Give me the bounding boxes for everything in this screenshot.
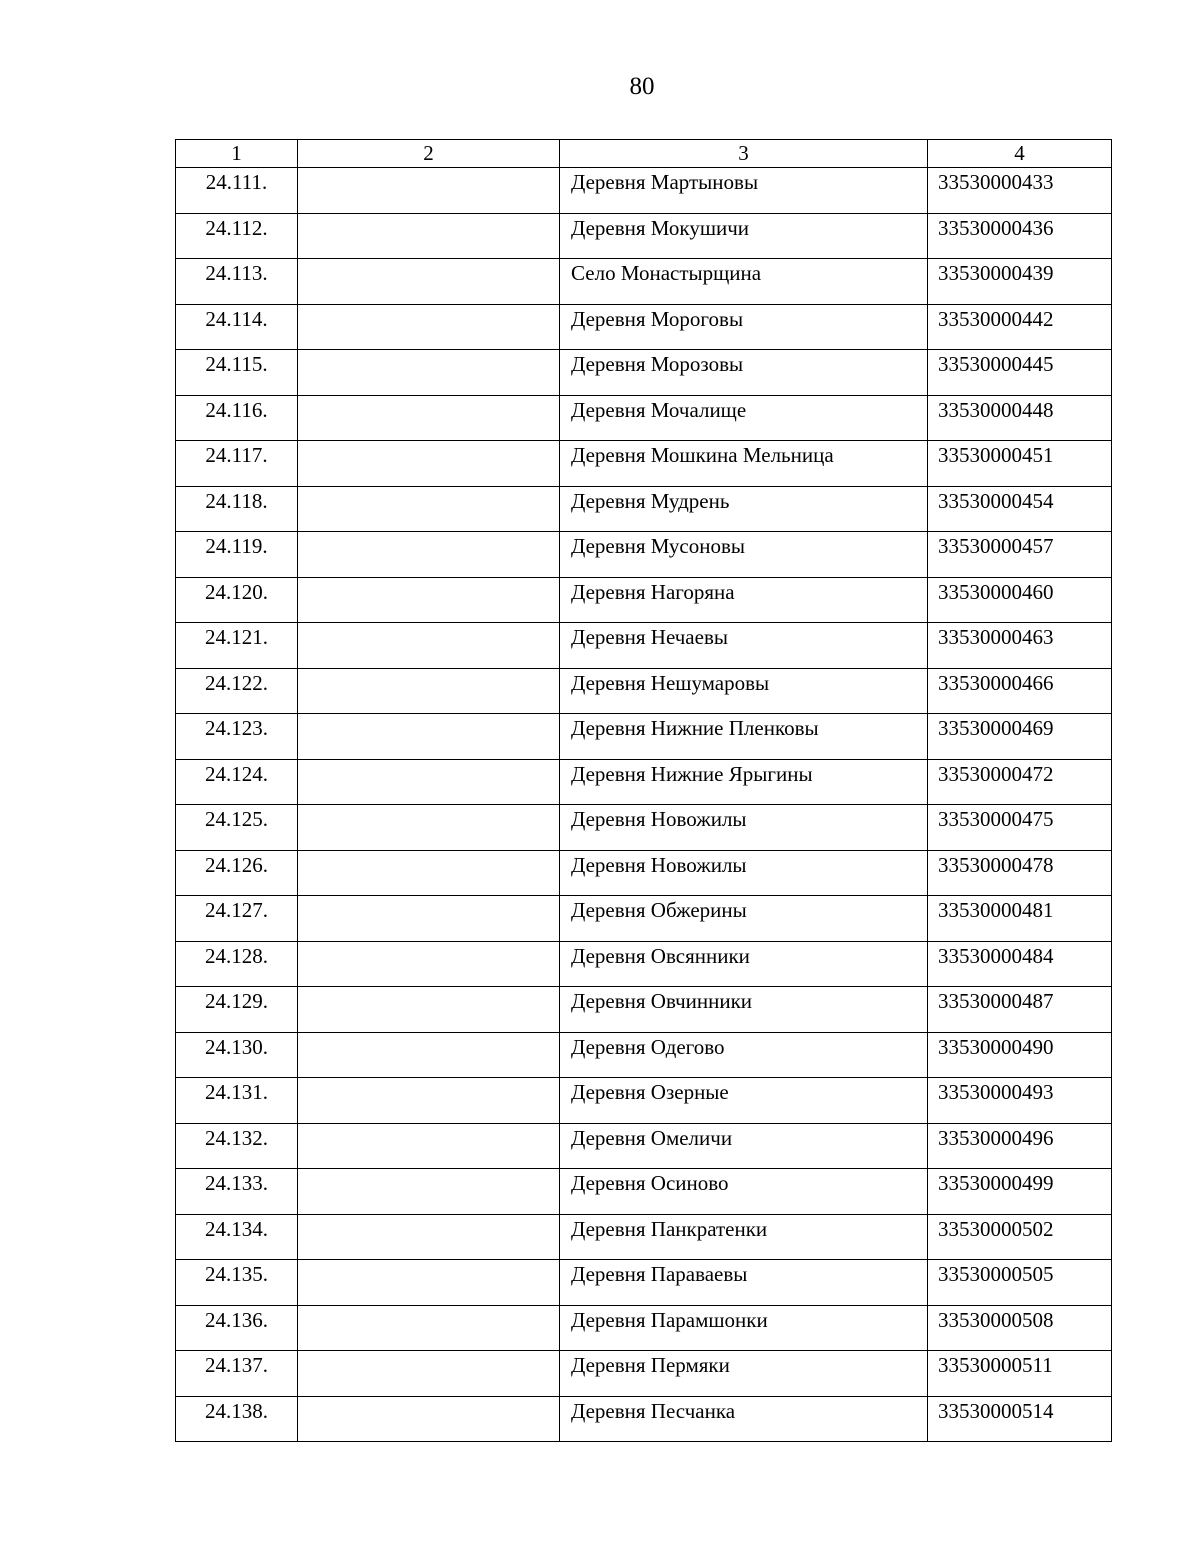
row-number-cell: 24.119. bbox=[176, 532, 298, 578]
empty-cell bbox=[298, 714, 560, 760]
row-number-cell: 24.112. bbox=[176, 213, 298, 259]
empty-cell bbox=[298, 1078, 560, 1124]
row-number-cell: 24.114. bbox=[176, 304, 298, 350]
empty-cell bbox=[298, 805, 560, 851]
empty-cell bbox=[298, 1123, 560, 1169]
oktmo-code-cell: 33530000457 bbox=[928, 532, 1112, 578]
settlement-name-cell: Деревня Нижние Ярыгины bbox=[560, 759, 928, 805]
table-row bbox=[176, 1396, 1112, 1442]
row-number-cell: 24.136. bbox=[176, 1305, 298, 1351]
settlement-name-cell: Село Монастырщина bbox=[560, 259, 928, 305]
oktmo-code-cell: 33530000496 bbox=[928, 1123, 1112, 1169]
oktmo-code-cell: 33530000466 bbox=[928, 668, 1112, 714]
empty-cell bbox=[298, 1169, 560, 1215]
empty-cell bbox=[298, 304, 560, 350]
table-header bbox=[176, 140, 1112, 168]
settlements-table bbox=[175, 139, 1112, 1442]
oktmo-code-cell: 33530000442 bbox=[928, 304, 1112, 350]
empty-cell bbox=[298, 941, 560, 987]
row-number-cell: 24.138. bbox=[176, 1396, 298, 1442]
oktmo-code-cell: 33530000433 bbox=[928, 168, 1112, 214]
table-header-row bbox=[176, 140, 1112, 168]
table-row bbox=[176, 577, 1112, 623]
empty-cell bbox=[298, 1214, 560, 1260]
row-number-cell: 24.111. bbox=[176, 168, 298, 214]
table-row bbox=[176, 1305, 1112, 1351]
row-number-cell: 24.137. bbox=[176, 1351, 298, 1397]
table-row bbox=[176, 850, 1112, 896]
settlement-name-cell: Деревня Нечаевы bbox=[560, 623, 928, 669]
oktmo-code-cell: 33530000511 bbox=[928, 1351, 1112, 1397]
table-row bbox=[176, 1078, 1112, 1124]
table-body bbox=[176, 168, 1112, 1442]
settlement-name-cell: Деревня Осиново bbox=[560, 1169, 928, 1215]
row-number-cell: 24.134. bbox=[176, 1214, 298, 1260]
settlement-name-cell: Деревня Обжерины bbox=[560, 896, 928, 942]
table-row bbox=[176, 441, 1112, 487]
oktmo-code-cell: 33530000445 bbox=[928, 350, 1112, 396]
settlement-name-cell: Деревня Параваевы bbox=[560, 1260, 928, 1306]
header-col-2: 2 bbox=[298, 140, 560, 168]
settlement-name-cell: Деревня Озерные bbox=[560, 1078, 928, 1124]
empty-cell bbox=[298, 1260, 560, 1306]
settlement-name-cell: Деревня Одегово bbox=[560, 1032, 928, 1078]
table-row bbox=[176, 896, 1112, 942]
empty-cell bbox=[298, 532, 560, 578]
row-number-cell: 24.120. bbox=[176, 577, 298, 623]
empty-cell bbox=[298, 987, 560, 1033]
oktmo-code-cell: 33530000448 bbox=[928, 395, 1112, 441]
table-row bbox=[176, 1260, 1112, 1306]
row-number-cell: 24.128. bbox=[176, 941, 298, 987]
table-row bbox=[176, 668, 1112, 714]
row-number-cell: 24.113. bbox=[176, 259, 298, 305]
settlement-name-cell: Деревня Овчинники bbox=[560, 987, 928, 1033]
oktmo-code-cell: 33530000508 bbox=[928, 1305, 1112, 1351]
oktmo-code-cell: 33530000502 bbox=[928, 1214, 1112, 1260]
settlement-name-cell: Деревня Мудрень bbox=[560, 486, 928, 532]
settlement-name-cell: Деревня Морозовы bbox=[560, 350, 928, 396]
row-number-cell: 24.130. bbox=[176, 1032, 298, 1078]
settlement-name-cell: Деревня Мочалище bbox=[560, 395, 928, 441]
row-number-cell: 24.132. bbox=[176, 1123, 298, 1169]
table-row bbox=[176, 395, 1112, 441]
settlement-name-cell: Деревня Песчанка bbox=[560, 1396, 928, 1442]
empty-cell bbox=[298, 441, 560, 487]
table-row bbox=[176, 805, 1112, 851]
table-row bbox=[176, 213, 1112, 259]
empty-cell bbox=[298, 850, 560, 896]
empty-cell bbox=[298, 486, 560, 532]
row-number-cell: 24.121. bbox=[176, 623, 298, 669]
settlement-name-cell: Деревня Нешумаровы bbox=[560, 668, 928, 714]
header-col-4: 4 bbox=[928, 140, 1112, 168]
settlement-name-cell: Деревня Мартыновы bbox=[560, 168, 928, 214]
settlement-name-cell: Деревня Нижние Пленковы bbox=[560, 714, 928, 760]
table-row bbox=[176, 304, 1112, 350]
empty-cell bbox=[298, 395, 560, 441]
page-number: 80 bbox=[629, 73, 655, 100]
empty-cell bbox=[298, 668, 560, 714]
oktmo-code-cell: 33530000475 bbox=[928, 805, 1112, 851]
table-row bbox=[176, 987, 1112, 1033]
row-number-cell: 24.135. bbox=[176, 1260, 298, 1306]
table-row bbox=[176, 259, 1112, 305]
oktmo-code-cell: 33530000436 bbox=[928, 213, 1112, 259]
table-row bbox=[176, 623, 1112, 669]
empty-cell bbox=[298, 1396, 560, 1442]
oktmo-code-cell: 33530000472 bbox=[928, 759, 1112, 805]
settlement-name-cell: Деревня Овсянники bbox=[560, 941, 928, 987]
empty-cell bbox=[298, 577, 560, 623]
row-number-cell: 24.116. bbox=[176, 395, 298, 441]
settlement-name-cell: Деревня Новожилы bbox=[560, 805, 928, 851]
empty-cell bbox=[298, 168, 560, 214]
table-row bbox=[176, 941, 1112, 987]
settlement-name-cell: Деревня Парамшонки bbox=[560, 1305, 928, 1351]
settlement-name-cell: Деревня Нагоряна bbox=[560, 577, 928, 623]
empty-cell bbox=[298, 350, 560, 396]
row-number-cell: 24.115. bbox=[176, 350, 298, 396]
settlement-name-cell: Деревня Новожилы bbox=[560, 850, 928, 896]
oktmo-code-cell: 33530000493 bbox=[928, 1078, 1112, 1124]
row-number-cell: 24.118. bbox=[176, 486, 298, 532]
table-row bbox=[176, 486, 1112, 532]
table-row bbox=[176, 350, 1112, 396]
empty-cell bbox=[298, 1305, 560, 1351]
settlement-name-cell: Деревня Мороговы bbox=[560, 304, 928, 350]
row-number-cell: 24.126. bbox=[176, 850, 298, 896]
settlement-name-cell: Деревня Пермяки bbox=[560, 1351, 928, 1397]
oktmo-code-cell: 33530000463 bbox=[928, 623, 1112, 669]
table-row bbox=[176, 1351, 1112, 1397]
oktmo-code-cell: 33530000490 bbox=[928, 1032, 1112, 1078]
oktmo-code-cell: 33530000451 bbox=[928, 441, 1112, 487]
table-row bbox=[176, 1032, 1112, 1078]
empty-cell bbox=[298, 213, 560, 259]
oktmo-code-cell: 33530000505 bbox=[928, 1260, 1112, 1306]
row-number-cell: 24.133. bbox=[176, 1169, 298, 1215]
oktmo-code-cell: 33530000484 bbox=[928, 941, 1112, 987]
oktmo-code-cell: 33530000469 bbox=[928, 714, 1112, 760]
header-col-1: 1 bbox=[176, 140, 298, 168]
row-number-cell: 24.127. bbox=[176, 896, 298, 942]
settlement-name-cell: Деревня Мусоновы bbox=[560, 532, 928, 578]
settlement-name-cell: Деревня Мокушичи bbox=[560, 213, 928, 259]
row-number-cell: 24.131. bbox=[176, 1078, 298, 1124]
table-row bbox=[176, 1214, 1112, 1260]
empty-cell bbox=[298, 259, 560, 305]
empty-cell bbox=[298, 1351, 560, 1397]
oktmo-code-cell: 33530000487 bbox=[928, 987, 1112, 1033]
oktmo-code-cell: 33530000481 bbox=[928, 896, 1112, 942]
table-row bbox=[176, 1123, 1112, 1169]
empty-cell bbox=[298, 623, 560, 669]
oktmo-code-cell: 33530000499 bbox=[928, 1169, 1112, 1215]
settlement-name-cell: Деревня Панкратенки bbox=[560, 1214, 928, 1260]
oktmo-code-cell: 33530000454 bbox=[928, 486, 1112, 532]
table-row bbox=[176, 714, 1112, 760]
table-row bbox=[176, 1169, 1112, 1215]
settlement-name-cell: Деревня Омеличи bbox=[560, 1123, 928, 1169]
empty-cell bbox=[298, 1032, 560, 1078]
oktmo-code-cell: 33530000478 bbox=[928, 850, 1112, 896]
row-number-cell: 24.122. bbox=[176, 668, 298, 714]
header-col-3: 3 bbox=[560, 140, 928, 168]
row-number-cell: 24.117. bbox=[176, 441, 298, 487]
oktmo-code-cell: 33530000460 bbox=[928, 577, 1112, 623]
row-number-cell: 24.124. bbox=[176, 759, 298, 805]
row-number-cell: 24.129. bbox=[176, 987, 298, 1033]
row-number-cell: 24.125. bbox=[176, 805, 298, 851]
oktmo-code-cell: 33530000439 bbox=[928, 259, 1112, 305]
table-row bbox=[176, 759, 1112, 805]
table-row bbox=[176, 168, 1112, 214]
empty-cell bbox=[298, 896, 560, 942]
row-number-cell: 24.123. bbox=[176, 714, 298, 760]
table-row bbox=[176, 532, 1112, 578]
empty-cell bbox=[298, 759, 560, 805]
oktmo-code-cell: 33530000514 bbox=[928, 1396, 1112, 1442]
settlement-name-cell: Деревня Мошкина Мельница bbox=[560, 441, 928, 487]
